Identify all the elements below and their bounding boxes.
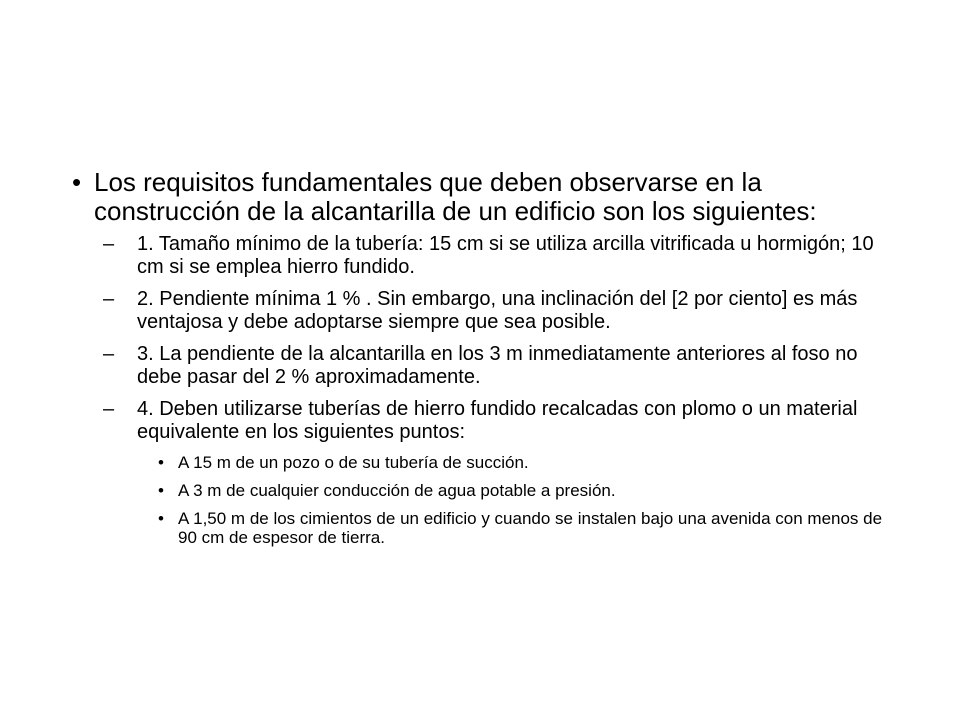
requirement-item — [72, 288, 892, 334]
bullet-icon: • — [158, 509, 164, 528]
slide-content — [72, 168, 892, 547]
dash-icon: – — [103, 343, 115, 365]
sub-point-text: A 15 m de un pozo o de su tubería de succión. — [178, 453, 529, 472]
sub-point-text: A 3 m de cualquier conducción de agua potable a presión. — [178, 481, 616, 500]
bullet-icon: • — [158, 481, 164, 500]
requirement-text: 3. La pendiente de la alcantarilla en los 3 m inmediatamente anteriores al foso no debe pasar del 2 % aproximadamente. — [137, 343, 858, 388]
dash-icon: – — [103, 288, 115, 310]
sub-point-text: A 1,50 m de los cimientos de un edificio y cuando se instalen bajo una avenida con menos de 90 cm de espesor de tierra. — [178, 509, 883, 547]
requirement-text: 2. Pendiente mínima 1 % . Sin embargo, una inclinación del [2 por ciento] es más ventajosa y debe adoptarse siempre que sea posible. — [137, 288, 858, 333]
sub-point-item — [72, 509, 892, 547]
requirement-text: 1. Tamaño mínimo de la tubería: 15 cm si se utiliza arcilla vitrificada u hormigón; 10 cm si se emplea hierro fundido. — [137, 233, 874, 278]
requirement-text: 4. Deben utilizarse tuberías de hierro fundido recalcadas con plomo o un material equivalente en los siguientes puntos: — [137, 398, 858, 443]
main-bullet-text: Los requisitos fundamentales que deben observarse en la construcción de la alcantarilla de un edificio son los siguientes: — [94, 167, 817, 226]
dash-icon: – — [103, 233, 115, 255]
dash-icon: – — [103, 398, 115, 420]
bullet-icon: • — [72, 167, 82, 197]
requirement-item — [72, 233, 892, 279]
requirement-item — [72, 343, 892, 389]
bullet-icon: • — [158, 453, 164, 472]
requirement-item — [72, 398, 892, 444]
main-bullet-point — [72, 168, 854, 226]
sub-point-item — [72, 481, 892, 500]
sub-point-item — [72, 453, 892, 472]
